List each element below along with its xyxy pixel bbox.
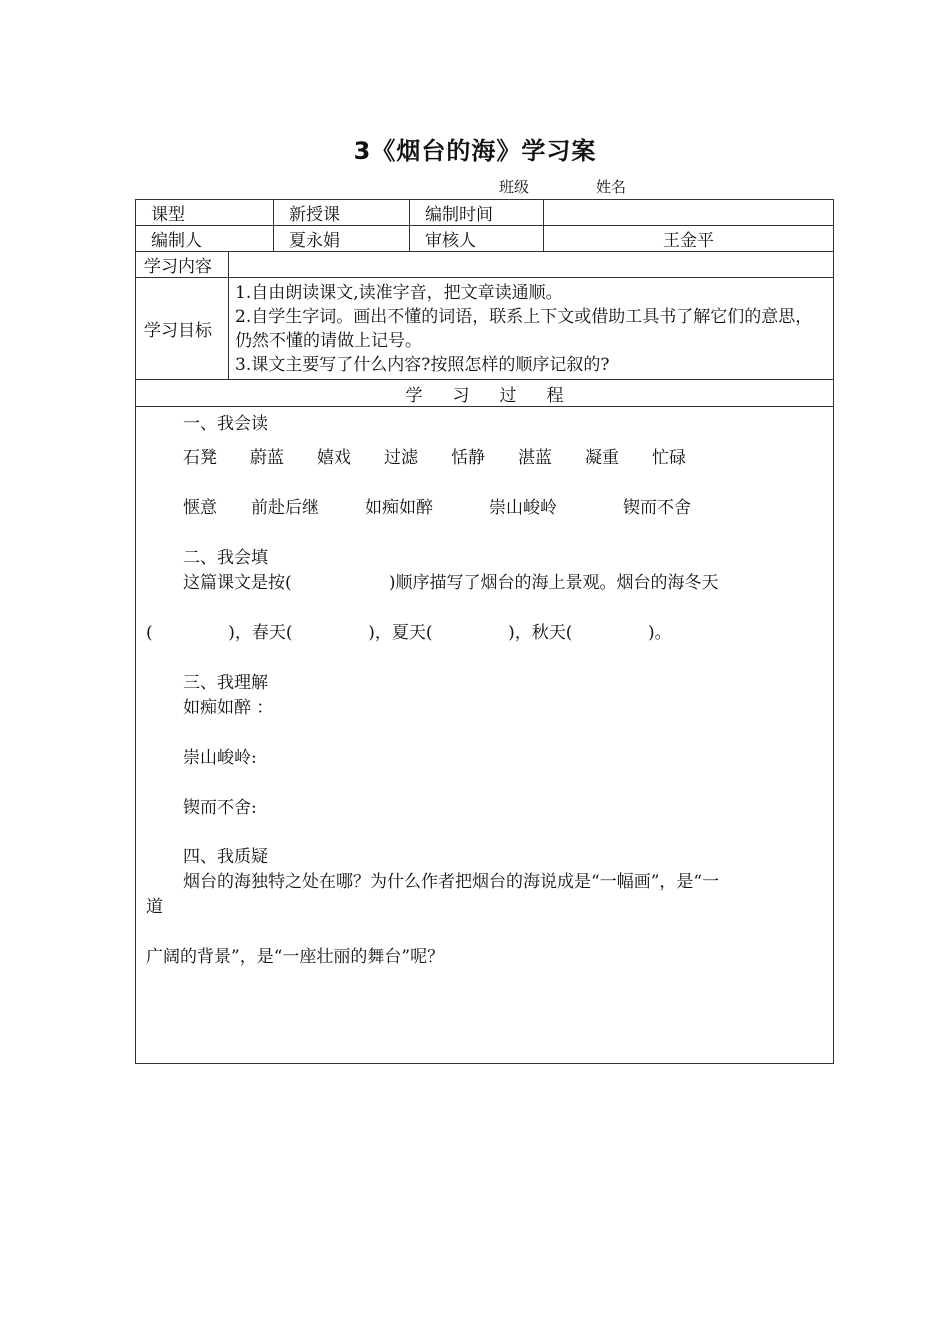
vocab-word: 惬意: [183, 498, 217, 518]
vocab-word: 锲而不舍: [623, 498, 691, 518]
vocab-word: 蔚蓝: [250, 448, 284, 468]
vocab-word: 前赴后继: [251, 498, 319, 518]
vocab-word: 嬉戏: [317, 448, 351, 468]
content-value[interactable]: [229, 252, 834, 278]
goals-label: 学习目标: [136, 278, 229, 380]
table-row: [136, 278, 834, 380]
goals-list: [229, 278, 834, 380]
fill-line-2: ( )，春天( )，夏天( )，秋天( )。: [146, 623, 672, 643]
table-row: [136, 226, 834, 252]
vocab-word: 忙碌: [652, 448, 686, 468]
vocab-word: 崇山峻岭: [489, 498, 557, 518]
question-line: 道: [146, 897, 163, 917]
study-plan-table: [135, 199, 834, 1064]
course-type-value: 新授课: [274, 200, 410, 226]
table-row: [136, 407, 834, 1064]
name-label: 姓名: [596, 178, 627, 196]
section-understand-title: 三、我理解: [183, 673, 268, 693]
section-fill-title: 二、我会填: [183, 548, 268, 568]
class-label: 班级: [499, 178, 530, 196]
section-read-title: 一、我会读: [183, 414, 268, 434]
vocab-word: 湛蓝: [518, 448, 552, 468]
document-title: 3《烟台的海》学习案: [353, 137, 597, 165]
table-row: [136, 380, 834, 407]
vocab-word: 过滤: [384, 448, 418, 468]
vocab-word: 如痴如醉: [365, 498, 433, 518]
question-line: 广阔的背景”，是“一座壮丽的舞台”呢？: [146, 947, 445, 967]
compile-time-label: 编制时间: [410, 200, 544, 226]
question-line: 烟台的海独特之处在哪？为什么作者把烟台的海说成是“一幅画”，是“一: [183, 872, 720, 892]
vocab-word: 恬静: [451, 448, 485, 468]
understand-item: 锲而不舍:: [183, 798, 257, 818]
goal-item: 3.课文主要写了什么内容?按照怎样的顺序记叙的?: [235, 355, 610, 375]
understand-item: 如痴如醉 ：: [183, 698, 274, 718]
course-type-label: 课型: [136, 200, 274, 226]
compiler-label: 编制人: [136, 226, 274, 252]
section-question-title: 四、我质疑: [183, 847, 268, 867]
fill-line-1: 这篇课文是按( )顺序描写了烟台的海上景观。烟台的海冬天: [183, 573, 719, 593]
table-row: [136, 252, 834, 278]
goal-item: 2.自学生字词。画出不懂的词语，联系上下文或借助工具书了解它们的意思，仍然不懂的请做上记号。: [235, 307, 813, 351]
reviewer-value: 王金平: [544, 226, 834, 252]
vocab-word: 石凳: [183, 448, 217, 468]
content-label: 学习内容: [136, 252, 229, 278]
compile-time-value[interactable]: [544, 200, 834, 226]
reviewer-label: 审核人: [410, 226, 544, 252]
process-cell: [136, 407, 834, 1064]
compiler-value: 夏永娟: [274, 226, 410, 252]
table-row: [136, 200, 834, 226]
goal-item: 1.自由朗读课文,读准字音，把文章读通顺。: [235, 283, 563, 303]
vocab-word: 凝重: [585, 448, 619, 468]
process-header: 学习过程: [136, 380, 834, 407]
understand-item: 崇山峻岭:: [183, 748, 257, 768]
